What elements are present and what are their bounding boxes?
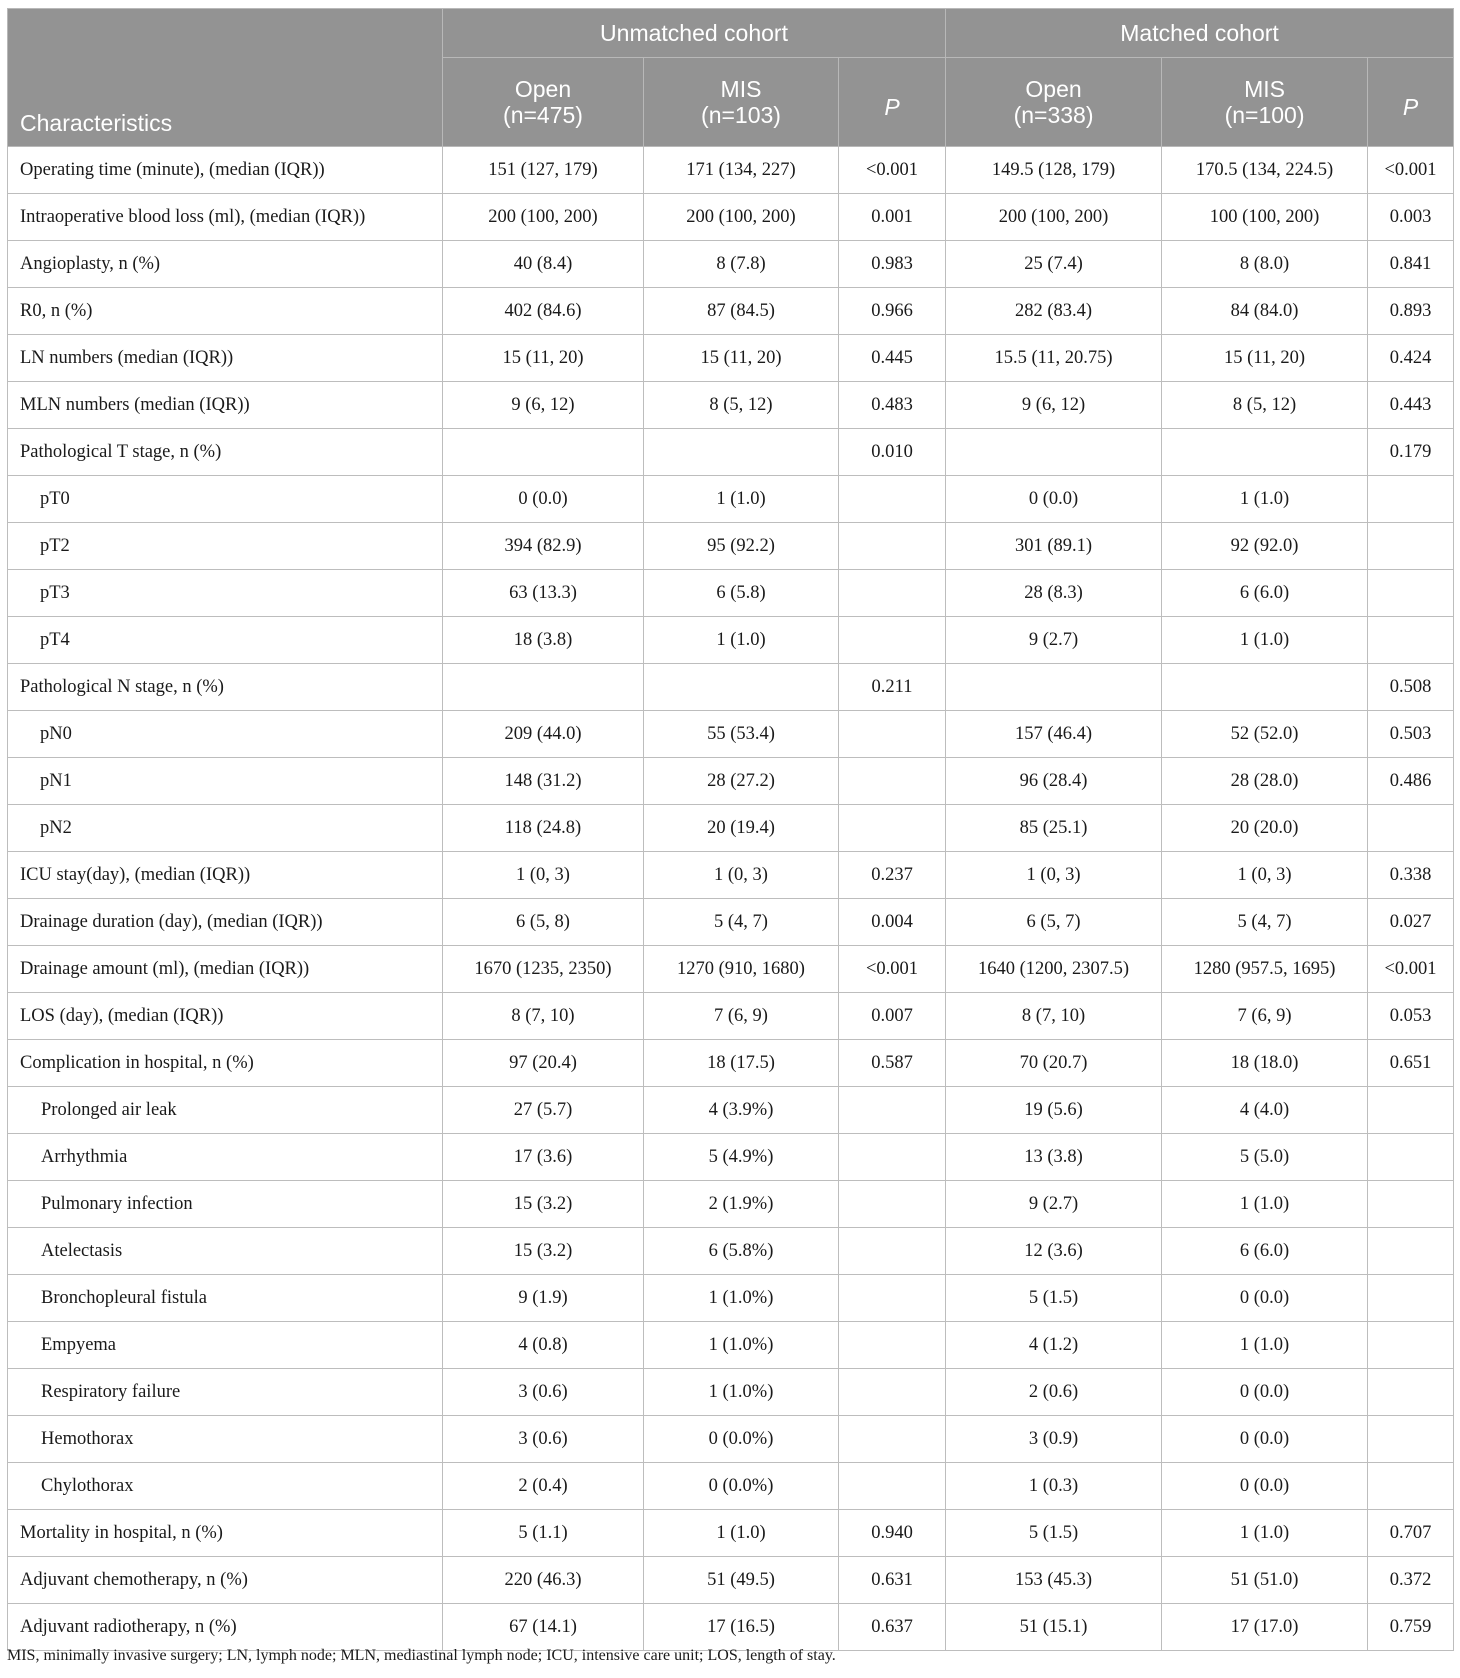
value-cell: 200 (100, 200): [946, 194, 1162, 241]
p-value-cell: 0.483: [839, 382, 946, 429]
p-value-cell: [839, 758, 946, 805]
value-cell: 1 (1.0): [644, 1510, 839, 1557]
value-cell: 95 (92.2): [644, 523, 839, 570]
value-cell: [1162, 664, 1368, 711]
value-cell: 200 (100, 200): [644, 194, 839, 241]
value-cell: 5 (1.5): [946, 1510, 1162, 1557]
p-value-cell: 0.004: [839, 899, 946, 946]
row-label: Complication in hospital, n (%): [8, 1040, 443, 1087]
row-label: pN0: [8, 711, 443, 758]
p-value-cell: 0.983: [839, 241, 946, 288]
value-cell: 55 (53.4): [644, 711, 839, 758]
value-cell: 8 (5, 12): [644, 382, 839, 429]
p-value-cell: 0.424: [1368, 335, 1454, 382]
value-cell: 153 (45.3): [946, 1557, 1162, 1604]
value-cell: 20 (19.4): [644, 805, 839, 852]
value-cell: 40 (8.4): [443, 241, 644, 288]
value-cell: 18 (17.5): [644, 1040, 839, 1087]
table-row: [8, 1463, 1454, 1510]
value-cell: 18 (3.8): [443, 617, 644, 664]
value-cell: 8 (7.8): [644, 241, 839, 288]
row-label: Drainage amount (ml), (median (IQR)): [8, 946, 443, 993]
value-cell: 6 (5.8%): [644, 1228, 839, 1275]
table-row: [8, 1181, 1454, 1228]
header-unmatched-p: P: [839, 58, 946, 147]
value-cell: 7 (6, 9): [644, 993, 839, 1040]
header-mis-label: MIS: [720, 76, 762, 102]
p-value-cell: 0.893: [1368, 288, 1454, 335]
row-label: Chylothorax: [8, 1463, 443, 1510]
p-value-cell: [1368, 523, 1454, 570]
value-cell: 9 (6, 12): [946, 382, 1162, 429]
value-cell: 8 (5, 12): [1162, 382, 1368, 429]
value-cell: 4 (3.9%): [644, 1087, 839, 1134]
p-value-cell: [1368, 1181, 1454, 1228]
p-value-cell: 0.010: [839, 429, 946, 476]
p-value-cell: [1368, 805, 1454, 852]
value-cell: 3 (0.6): [443, 1369, 644, 1416]
value-cell: 3 (0.9): [946, 1416, 1162, 1463]
p-value-cell: 0.003: [1368, 194, 1454, 241]
table-row: [8, 1322, 1454, 1369]
value-cell: 63 (13.3): [443, 570, 644, 617]
p-value-cell: [839, 1463, 946, 1510]
value-cell: 15 (3.2): [443, 1228, 644, 1275]
table-row: [8, 1228, 1454, 1275]
value-cell: 19 (5.6): [946, 1087, 1162, 1134]
header-unmatched-mis: [644, 58, 839, 147]
value-cell: 20 (20.0): [1162, 805, 1368, 852]
p-value-cell: [839, 570, 946, 617]
row-label: pT4: [8, 617, 443, 664]
value-cell: 12 (3.6): [946, 1228, 1162, 1275]
p-value-cell: [839, 476, 946, 523]
value-cell: 27 (5.7): [443, 1087, 644, 1134]
value-cell: [1162, 429, 1368, 476]
header-unmatched-cohort: Unmatched cohort: [443, 9, 946, 58]
row-label: Adjuvant chemotherapy, n (%): [8, 1557, 443, 1604]
value-cell: 5 (4, 7): [1162, 899, 1368, 946]
table-row: [8, 429, 1454, 476]
p-value-cell: 0.759: [1368, 1604, 1454, 1651]
value-cell: 67 (14.1): [443, 1604, 644, 1651]
row-label: Drainage duration (day), (median (IQR)): [8, 899, 443, 946]
row-label: Prolonged air leak: [8, 1087, 443, 1134]
row-label: LOS (day), (median (IQR)): [8, 993, 443, 1040]
value-cell: 4 (4.0): [1162, 1087, 1368, 1134]
value-cell: 9 (6, 12): [443, 382, 644, 429]
value-cell: 0 (0.0): [1162, 1369, 1368, 1416]
value-cell: 1 (1.0): [1162, 476, 1368, 523]
value-cell: 4 (0.8): [443, 1322, 644, 1369]
table-row: [8, 1557, 1454, 1604]
value-cell: 1 (1.0%): [644, 1275, 839, 1322]
table-row: [8, 241, 1454, 288]
p-value-cell: [1368, 1134, 1454, 1181]
value-cell: 5 (1.5): [946, 1275, 1162, 1322]
value-cell: 1670 (1235, 2350): [443, 946, 644, 993]
row-label: Arrhythmia: [8, 1134, 443, 1181]
table-row: [8, 805, 1454, 852]
value-cell: 0 (0.0): [1162, 1416, 1368, 1463]
p-value-cell: 0.503: [1368, 711, 1454, 758]
p-value-cell: 0.007: [839, 993, 946, 1040]
value-cell: 6 (6.0): [1162, 570, 1368, 617]
table-row: [8, 194, 1454, 241]
table-row: [8, 946, 1454, 993]
row-label: LN numbers (median (IQR)): [8, 335, 443, 382]
row-label: Empyema: [8, 1322, 443, 1369]
value-cell: 51 (15.1): [946, 1604, 1162, 1651]
table-row: [8, 523, 1454, 570]
header-matched-p: P: [1368, 58, 1454, 147]
value-cell: 92 (92.0): [1162, 523, 1368, 570]
row-label: pN2: [8, 805, 443, 852]
row-label: Intraoperative blood loss (ml), (median (IQR)): [8, 194, 443, 241]
value-cell: [443, 664, 644, 711]
p-value-cell: <0.001: [1368, 147, 1454, 194]
value-cell: 13 (3.8): [946, 1134, 1162, 1181]
row-label: ICU stay(day), (median (IQR)): [8, 852, 443, 899]
header-matched-cohort: Matched cohort: [946, 9, 1454, 58]
value-cell: 51 (51.0): [1162, 1557, 1368, 1604]
value-cell: 2 (1.9%): [644, 1181, 839, 1228]
value-cell: 2 (0.6): [946, 1369, 1162, 1416]
p-value-cell: [1368, 1228, 1454, 1275]
value-cell: 6 (5.8): [644, 570, 839, 617]
table-row: [8, 1510, 1454, 1557]
value-cell: 118 (24.8): [443, 805, 644, 852]
p-value-cell: [1368, 1463, 1454, 1510]
row-label: Pulmonary infection: [8, 1181, 443, 1228]
value-cell: 6 (5, 7): [946, 899, 1162, 946]
value-cell: [644, 664, 839, 711]
value-cell: 1270 (910, 1680): [644, 946, 839, 993]
p-value-cell: [1368, 1087, 1454, 1134]
value-cell: 1 (0, 3): [644, 852, 839, 899]
p-value-cell: [1368, 476, 1454, 523]
table-row: [8, 476, 1454, 523]
value-cell: 1280 (957.5, 1695): [1162, 946, 1368, 993]
p-value-cell: 0.443: [1368, 382, 1454, 429]
value-cell: 0 (0.0): [1162, 1275, 1368, 1322]
p-value-cell: [839, 1369, 946, 1416]
p-value-cell: 0.486: [1368, 758, 1454, 805]
value-cell: 17 (17.0): [1162, 1604, 1368, 1651]
value-cell: [443, 429, 644, 476]
value-cell: 1 (0, 3): [1162, 852, 1368, 899]
value-cell: 15.5 (11, 20.75): [946, 335, 1162, 382]
value-cell: 15 (3.2): [443, 1181, 644, 1228]
header-matched-mis: [1162, 58, 1368, 147]
row-label: Atelectasis: [8, 1228, 443, 1275]
table-row: [8, 899, 1454, 946]
value-cell: 8 (7, 10): [946, 993, 1162, 1040]
table-row: [8, 1134, 1454, 1181]
header-unmatched-open: [443, 58, 644, 147]
value-cell: 170.5 (134, 224.5): [1162, 147, 1368, 194]
value-cell: 28 (28.0): [1162, 758, 1368, 805]
p-value-cell: 0.841: [1368, 241, 1454, 288]
row-label: Pathological N stage, n (%): [8, 664, 443, 711]
header-open-label: Open: [1025, 76, 1082, 102]
table-row: [8, 335, 1454, 382]
row-label: pT0: [8, 476, 443, 523]
value-cell: 15 (11, 20): [443, 335, 644, 382]
value-cell: 18 (18.0): [1162, 1040, 1368, 1087]
p-value-cell: [839, 1322, 946, 1369]
value-cell: 96 (28.4): [946, 758, 1162, 805]
value-cell: 5 (5.0): [1162, 1134, 1368, 1181]
value-cell: 15 (11, 20): [1162, 335, 1368, 382]
p-value-cell: [839, 523, 946, 570]
row-label: Hemothorax: [8, 1416, 443, 1463]
value-cell: 0 (0.0): [443, 476, 644, 523]
p-value-cell: 0.338: [1368, 852, 1454, 899]
row-label: Angioplasty, n (%): [8, 241, 443, 288]
value-cell: 301 (89.1): [946, 523, 1162, 570]
value-cell: 17 (3.6): [443, 1134, 644, 1181]
p-value-cell: 0.940: [839, 1510, 946, 1557]
header-n-count: (n=100): [1224, 102, 1305, 128]
value-cell: 84 (84.0): [1162, 288, 1368, 335]
value-cell: 97 (20.4): [443, 1040, 644, 1087]
value-cell: 148 (31.2): [443, 758, 644, 805]
value-cell: 52 (52.0): [1162, 711, 1368, 758]
value-cell: 2 (0.4): [443, 1463, 644, 1510]
header-open-label: Open: [514, 76, 572, 102]
value-cell: [946, 664, 1162, 711]
value-cell: 3 (0.6): [443, 1416, 644, 1463]
p-value-cell: 0.053: [1368, 993, 1454, 1040]
p-value-cell: [839, 1416, 946, 1463]
p-value-cell: 0.237: [839, 852, 946, 899]
value-cell: 1 (1.0): [1162, 1510, 1368, 1557]
header-n-count: (n=338): [1013, 102, 1094, 128]
value-cell: 157 (46.4): [946, 711, 1162, 758]
value-cell: 282 (83.4): [946, 288, 1162, 335]
p-value-cell: [839, 1134, 946, 1181]
value-cell: 1640 (1200, 2307.5): [946, 946, 1162, 993]
value-cell: 87 (84.5): [644, 288, 839, 335]
table-row: [8, 852, 1454, 899]
value-cell: 200 (100, 200): [443, 194, 644, 241]
p-value-cell: 0.372: [1368, 1557, 1454, 1604]
row-label: Operating time (minute), (median (IQR)): [8, 147, 443, 194]
value-cell: 9 (2.7): [946, 1181, 1162, 1228]
table-row: [8, 147, 1454, 194]
value-cell: 15 (11, 20): [644, 335, 839, 382]
p-value-cell: 0.631: [839, 1557, 946, 1604]
table-row: [8, 617, 1454, 664]
value-cell: 1 (0.3): [946, 1463, 1162, 1510]
p-value-cell: 0.445: [839, 335, 946, 382]
p-value-cell: 0.179: [1368, 429, 1454, 476]
header-mis-label: MIS: [1244, 76, 1285, 102]
p-value-cell: [839, 617, 946, 664]
value-cell: 0 (0.0): [1162, 1463, 1368, 1510]
value-cell: 1 (1.0): [1162, 617, 1368, 664]
value-cell: 5 (4.9%): [644, 1134, 839, 1181]
value-cell: 25 (7.4): [946, 241, 1162, 288]
p-value-cell: [1368, 570, 1454, 617]
p-value-cell: [839, 1275, 946, 1322]
value-cell: 51 (49.5): [644, 1557, 839, 1604]
row-label: MLN numbers (median (IQR)): [8, 382, 443, 429]
row-label: Mortality in hospital, n (%): [8, 1510, 443, 1557]
value-cell: [946, 429, 1162, 476]
p-value-cell: 0.211: [839, 664, 946, 711]
row-label: pT3: [8, 570, 443, 617]
table-container: [7, 8, 1453, 1651]
p-value-cell: 0.508: [1368, 664, 1454, 711]
table-row: [8, 993, 1454, 1040]
value-cell: 1 (1.0): [1162, 1322, 1368, 1369]
value-cell: 1 (0, 3): [443, 852, 644, 899]
table-row: [8, 1369, 1454, 1416]
value-cell: 220 (46.3): [443, 1557, 644, 1604]
value-cell: 6 (5, 8): [443, 899, 644, 946]
p-value-cell: 0.651: [1368, 1040, 1454, 1087]
table-row: [8, 570, 1454, 617]
value-cell: 9 (1.9): [443, 1275, 644, 1322]
table-body: [8, 147, 1454, 1651]
table-row: [8, 758, 1454, 805]
p-value-cell: [1368, 617, 1454, 664]
header-matched-open: [946, 58, 1162, 147]
p-value-cell: [839, 1087, 946, 1134]
p-value-cell: <0.001: [1368, 946, 1454, 993]
value-cell: 151 (127, 179): [443, 147, 644, 194]
value-cell: 0 (0.0%): [644, 1416, 839, 1463]
value-cell: 0 (0.0%): [644, 1463, 839, 1510]
value-cell: 5 (1.1): [443, 1510, 644, 1557]
row-label: Adjuvant radiotherapy, n (%): [8, 1604, 443, 1651]
value-cell: 4 (1.2): [946, 1322, 1162, 1369]
value-cell: 28 (27.2): [644, 758, 839, 805]
p-value-cell: 0.587: [839, 1040, 946, 1087]
row-label: Pathological T stage, n (%): [8, 429, 443, 476]
p-value-cell: [1368, 1322, 1454, 1369]
p-value-cell: <0.001: [839, 147, 946, 194]
row-label: pT2: [8, 523, 443, 570]
value-cell: 0 (0.0): [946, 476, 1162, 523]
p-value-cell: 0.027: [1368, 899, 1454, 946]
value-cell: 1 (1.0%): [644, 1369, 839, 1416]
value-cell: 7 (6, 9): [1162, 993, 1368, 1040]
table-row: [8, 1275, 1454, 1322]
value-cell: 85 (25.1): [946, 805, 1162, 852]
table-row: [8, 1604, 1454, 1651]
p-value-cell: [839, 805, 946, 852]
table-row: [8, 664, 1454, 711]
table-row: [8, 288, 1454, 335]
p-value-cell: 0.707: [1368, 1510, 1454, 1557]
table-row: [8, 1087, 1454, 1134]
value-cell: 402 (84.6): [443, 288, 644, 335]
p-value-cell: [1368, 1275, 1454, 1322]
p-value-cell: 0.966: [839, 288, 946, 335]
value-cell: 149.5 (128, 179): [946, 147, 1162, 194]
row-label: Bronchopleural fistula: [8, 1275, 443, 1322]
table-row: [8, 382, 1454, 429]
p-value-cell: [839, 1228, 946, 1275]
p-value-cell: [839, 711, 946, 758]
value-cell: 8 (7, 10): [443, 993, 644, 1040]
p-value-cell: [839, 1181, 946, 1228]
value-cell: 1 (1.0): [644, 476, 839, 523]
value-cell: 9 (2.7): [946, 617, 1162, 664]
value-cell: 171 (134, 227): [644, 147, 839, 194]
value-cell: 8 (8.0): [1162, 241, 1368, 288]
row-label: pN1: [8, 758, 443, 805]
value-cell: 6 (6.0): [1162, 1228, 1368, 1275]
header-characteristics: Characteristics: [8, 9, 443, 147]
p-value-cell: [1368, 1416, 1454, 1463]
value-cell: 100 (100, 200): [1162, 194, 1368, 241]
value-cell: 70 (20.7): [946, 1040, 1162, 1087]
p-value-cell: <0.001: [839, 946, 946, 993]
table-row: [8, 1416, 1454, 1463]
header-n-count: (n=475): [503, 102, 583, 128]
value-cell: 209 (44.0): [443, 711, 644, 758]
value-cell: [644, 429, 839, 476]
table-footnote: MIS, minimally invasive surgery; LN, lymph node; MLN, mediastinal lymph node; ICU, intensive care unit; LOS, length of stay.: [7, 1647, 836, 1664]
row-label: R0, n (%): [8, 288, 443, 335]
p-value-cell: 0.637: [839, 1604, 946, 1651]
table-header: [8, 9, 1454, 147]
value-cell: 17 (16.5): [644, 1604, 839, 1651]
value-cell: 1 (0, 3): [946, 852, 1162, 899]
value-cell: 5 (4, 7): [644, 899, 839, 946]
value-cell: 1 (1.0): [644, 617, 839, 664]
row-label: Respiratory failure: [8, 1369, 443, 1416]
table-row: [8, 1040, 1454, 1087]
results-table: [7, 8, 1454, 1651]
table-row: [8, 711, 1454, 758]
p-value-cell: [1368, 1369, 1454, 1416]
header-n-count: (n=103): [701, 102, 781, 128]
value-cell: 1 (1.0%): [644, 1322, 839, 1369]
value-cell: 28 (8.3): [946, 570, 1162, 617]
value-cell: 1 (1.0): [1162, 1181, 1368, 1228]
p-value-cell: 0.001: [839, 194, 946, 241]
value-cell: 394 (82.9): [443, 523, 644, 570]
